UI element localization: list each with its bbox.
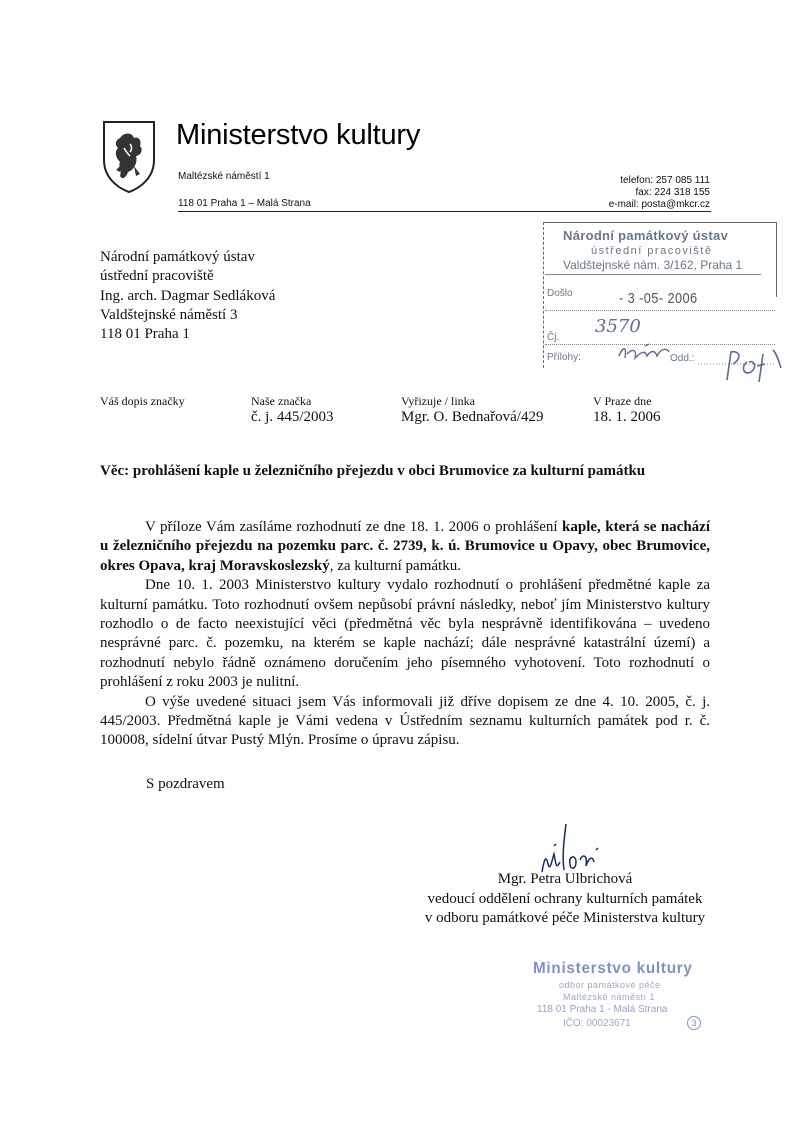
stamp-received-date: - 3 -05- 2006 — [619, 290, 698, 307]
stamp-address: Valdštejnské nám. 3/162, Praha 1 — [563, 258, 743, 272]
our-ref-label: Naše značka — [251, 394, 312, 408]
signatory-department: v odboru památkové péče Ministerstva kultury — [424, 910, 706, 926]
stamp-divider — [545, 274, 761, 275]
stamp-dept-label: Odd.: — [670, 353, 695, 364]
recipient-line: Ing. arch. Dagmar Sedláková — [100, 287, 276, 304]
attachments-handwritten-scribble — [615, 342, 673, 364]
recipient-line: ústřední pracoviště — [100, 268, 214, 285]
stamp-attachments-label: Přílohy: — [547, 352, 581, 363]
received-stamp — [543, 222, 779, 370]
ministry-fax: fax: 224 318 155 — [635, 187, 710, 198]
stamp-ref-label: Čj. — [547, 332, 560, 343]
ministry-stamp-line: IČO: 00023671 — [563, 1018, 631, 1029]
ministry-contacts — [609, 175, 710, 211]
recipient-line: 118 01 Praha 1 — [100, 326, 190, 343]
handled-by-label: Vyřizuje / linka — [401, 394, 475, 408]
signatory-role: vedoucí oddělení ochrany kulturních památek — [427, 890, 703, 907]
date-label: V Praze dne — [593, 394, 652, 408]
body-text: , za kulturní památku. — [329, 557, 461, 574]
recipient-line: Valdštejnské náměstí 3 — [100, 306, 238, 323]
our-ref-value: č. j. 445/2003 — [251, 409, 334, 425]
date-value: 18. 1. 2006 — [593, 409, 661, 425]
body-paragraph: O výše uvedené situaci jsem Vás informovali již dříve dopisem ze dne 4. 10. 2005, č. j. 445/2003. Předmětná kaple je Vámi vedena v Ústředním seznamu kulturních památek pod r. č. 100008, sídelní útvar Pustý Mlýn. Prosíme o úpravu zápisu. — [100, 693, 710, 749]
ministry-stamp-number: 3 — [687, 1016, 701, 1030]
your-ref-label: Váš dopis značky — [100, 394, 185, 408]
ministry-phone: telefon: 257 085 111 — [620, 175, 710, 186]
letter-body — [100, 518, 710, 751]
signatory-name: Mgr. Petra Ulbrichová — [497, 871, 633, 887]
ministry-email: e-mail: posta@mkcr.cz — [608, 199, 710, 210]
body-text: V příloze Vám zasíláme rozhodnutí ze dne 18. 1. 2006 o prohlášení — [145, 519, 563, 535]
closing-greeting: S pozdravem — [146, 776, 225, 792]
stamp-border-left — [543, 222, 544, 368]
ministry-stamp-line: Maltézské náměstí 1 — [563, 992, 656, 1002]
stamp-title: Národní památkový ústav — [563, 228, 729, 243]
body-emphasis: kaple, která se nachází u železničního přejezdu na pozemku parc. č. 2739, k. ú. Brumovice u Opavy, obec Brumovice, okres Opava, kraj Moravskoslezský — [100, 519, 711, 574]
recipient-address — [100, 248, 275, 344]
body-paragraph: Dne 10. 1. 2003 Ministerstvo kultury vydalo rozhodnutí o prohlášení předmětné kaple za kulturní památku. Toto rozhodnutí ovšem nepůsobí právní následky, neboť jím Ministerstvo kultury rozhodlo o de facto neexistující věci (předmětná věc byla nesprávně identifikována – uvedeno nesprávné parc. č. pozemku, na kterém se kaple nachází; dále nesprávné katastrální území) a rozhodnutí nebylo řádně oznámeno doručením jeho písemného vyhotovení. Toto rozhodnutí o prohlášení z roku 2003 je nulitní. — [100, 577, 710, 691]
ministry-address-city: 118 01 Praha 1 – Malá Strana — [178, 198, 311, 209]
stamp-border-top — [543, 222, 777, 223]
handled-by-value: Mgr. O. Bednařová/429 — [401, 409, 544, 425]
letter-subject: Věc: prohlášení kaple u železničního přejezdu v obci Brumovice za kulturní památku — [100, 463, 646, 479]
ministry-stamp-title: Ministerstvo kultury — [533, 960, 693, 977]
stamp-received-label: Došlo — [547, 288, 573, 299]
stamp-ref-number-handwritten: 3570 — [595, 316, 641, 337]
coat-of-arms-emblem — [100, 118, 158, 194]
ministry-stamp-line: 118 01 Praha 1 - Malá Strana — [537, 1004, 668, 1015]
body-paragraph — [100, 518, 710, 576]
stamp-subtitle: ústřední pracoviště — [591, 245, 713, 257]
letterhead-divider — [178, 211, 711, 212]
stamp-border-right — [776, 222, 777, 297]
stamp-row-line — [545, 310, 775, 311]
ministry-address-street: Maltézské náměstí 1 — [178, 171, 270, 182]
recipient-line: Národní památkový ústav — [100, 249, 255, 265]
ministry-stamp — [515, 958, 725, 1042]
ministry-stamp-line: odbor památkové péče — [559, 980, 661, 990]
dept-handwritten-mark — [721, 344, 791, 388]
ministry-title: Ministerstvo kultury — [176, 119, 421, 151]
signature-block — [400, 870, 730, 929]
